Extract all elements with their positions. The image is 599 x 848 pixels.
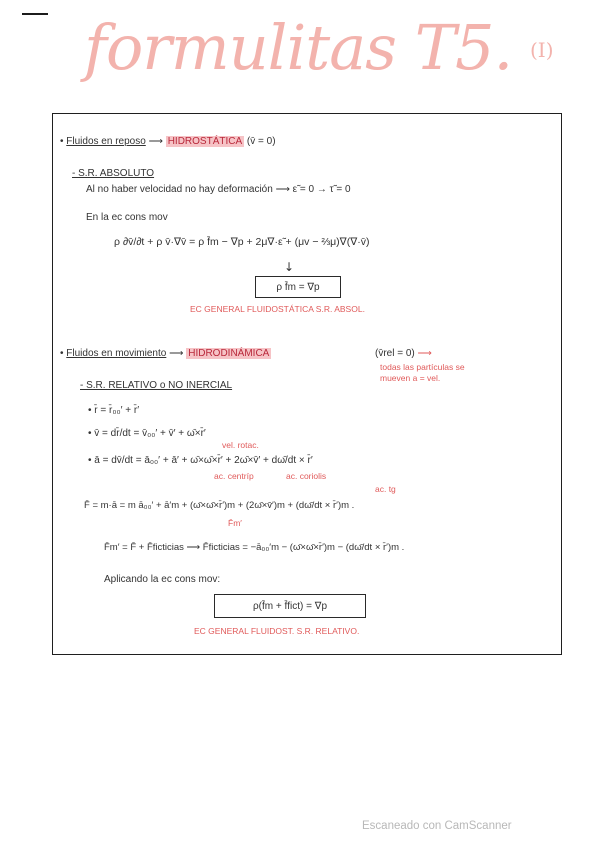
section2-eq4-label: F̄m′ <box>228 518 242 528</box>
section2-eq1: • r̄ = r̄₀₀′ + r̄′ <box>88 405 140 416</box>
section2-subheading: - S.R. RELATIVO o NO INERCIAL <box>80 380 233 391</box>
section1-label: EC GENERAL FLUIDOSTÁTICA S.R. ABSOL. <box>190 304 365 314</box>
section2-eq4: F̄ = m·ā = m ā₀₀′ + ā′m + (ω̄×ω̄×r̄′)m + (2ω̄×v̄′)m + (dω̄/dt × r̄′)m . <box>84 500 355 511</box>
section2-eq3-label-centripetal: ac. centríp <box>214 471 254 481</box>
section2-eq3: • ā = dv̄/dt = ā₀₀′ + ā′ + ω̄×ω̄×r̄′ + 2ω̄×v̄′ + dω̄/dt × r̄′ <box>88 455 313 466</box>
section1-text1: Al no haber velocidad no hay deformación ⟶ ε̃ = 0 → τ̃ = 0 <box>86 184 351 195</box>
section2-heading-row: • Fluidos en movimiento ⟶ HIDRODINÁMICA <box>60 348 270 359</box>
section2-condition: (v̄rel = 0) <box>375 348 415 359</box>
section2-note-line1: todas las partículas se <box>380 362 465 372</box>
section2-heading: Fluidos en movimiento <box>66 348 167 359</box>
section2-condition-arrow: ⟶ <box>417 348 432 359</box>
page-title-suffix: (I) <box>530 38 554 62</box>
section1-heading-row: • Fluidos en reposo ⟶ HIDROSTÁTICA (v̄ = 0) <box>60 136 276 147</box>
section1-equation: ρ ∂v̄/∂t + ρ v̄·∇v̄ = ρ f̄m − ∇p + 2μ∇·ε̃ + (μv − ⅔μ)∇(∇·v̄) <box>114 236 370 248</box>
section2-apply-text: Aplicando la ec cons mov: <box>104 574 221 585</box>
section1-heading: Fluidos en reposo <box>66 136 146 147</box>
section2-eq2: • v̄ = dr̄/dt = v̄₀₀′ + v̄′ + ω̄×r̄′ <box>88 428 206 439</box>
section2-eq2-label: vel. rotac. <box>222 440 259 450</box>
section1-subheading: - S.R. ABSOLUTO <box>72 168 155 179</box>
section2-tag: HIDRODINÁMICA <box>188 348 270 359</box>
section2-eq3-label-coriolis: ac. coriolis <box>286 471 327 481</box>
section1-down-arrow: ↓ <box>284 260 295 274</box>
section1-tag: HIDROSTÁTICA <box>167 136 243 147</box>
section2-label: EC GENERAL FLUIDOST. S.R. RELATIVO. <box>194 626 360 636</box>
section1-condition: (v̄ = 0) <box>246 136 276 147</box>
section1-text2: En la ec cons mov <box>86 212 168 223</box>
section2-note-line2: mueven a = vel. <box>380 373 441 383</box>
section1-arrow: ⟶ <box>148 136 163 147</box>
scanner-watermark: Escaneado con CamScanner <box>362 820 512 832</box>
section1-boxed-equation: ρ f̄m = ∇p <box>255 276 341 298</box>
page-title: formulitas T5. <box>84 11 513 84</box>
section2-boxed-equation: ρ(f̄m + f̄fict) = ∇p <box>214 594 366 618</box>
corner-dash <box>22 13 48 15</box>
section2-eq3-label-tangential: ac. tg <box>375 484 396 494</box>
section2-eq5: F̄m′ = F̄ + F̄ficticias ⟶ F̄ficticias = −ā₀₀′m − (ω̄×ω̄×r̄′)m − (dω̄/dt × r̄′)m . <box>104 542 405 553</box>
section2-arrow: ⟶ <box>169 348 184 359</box>
section2-condition-row <box>375 348 432 359</box>
